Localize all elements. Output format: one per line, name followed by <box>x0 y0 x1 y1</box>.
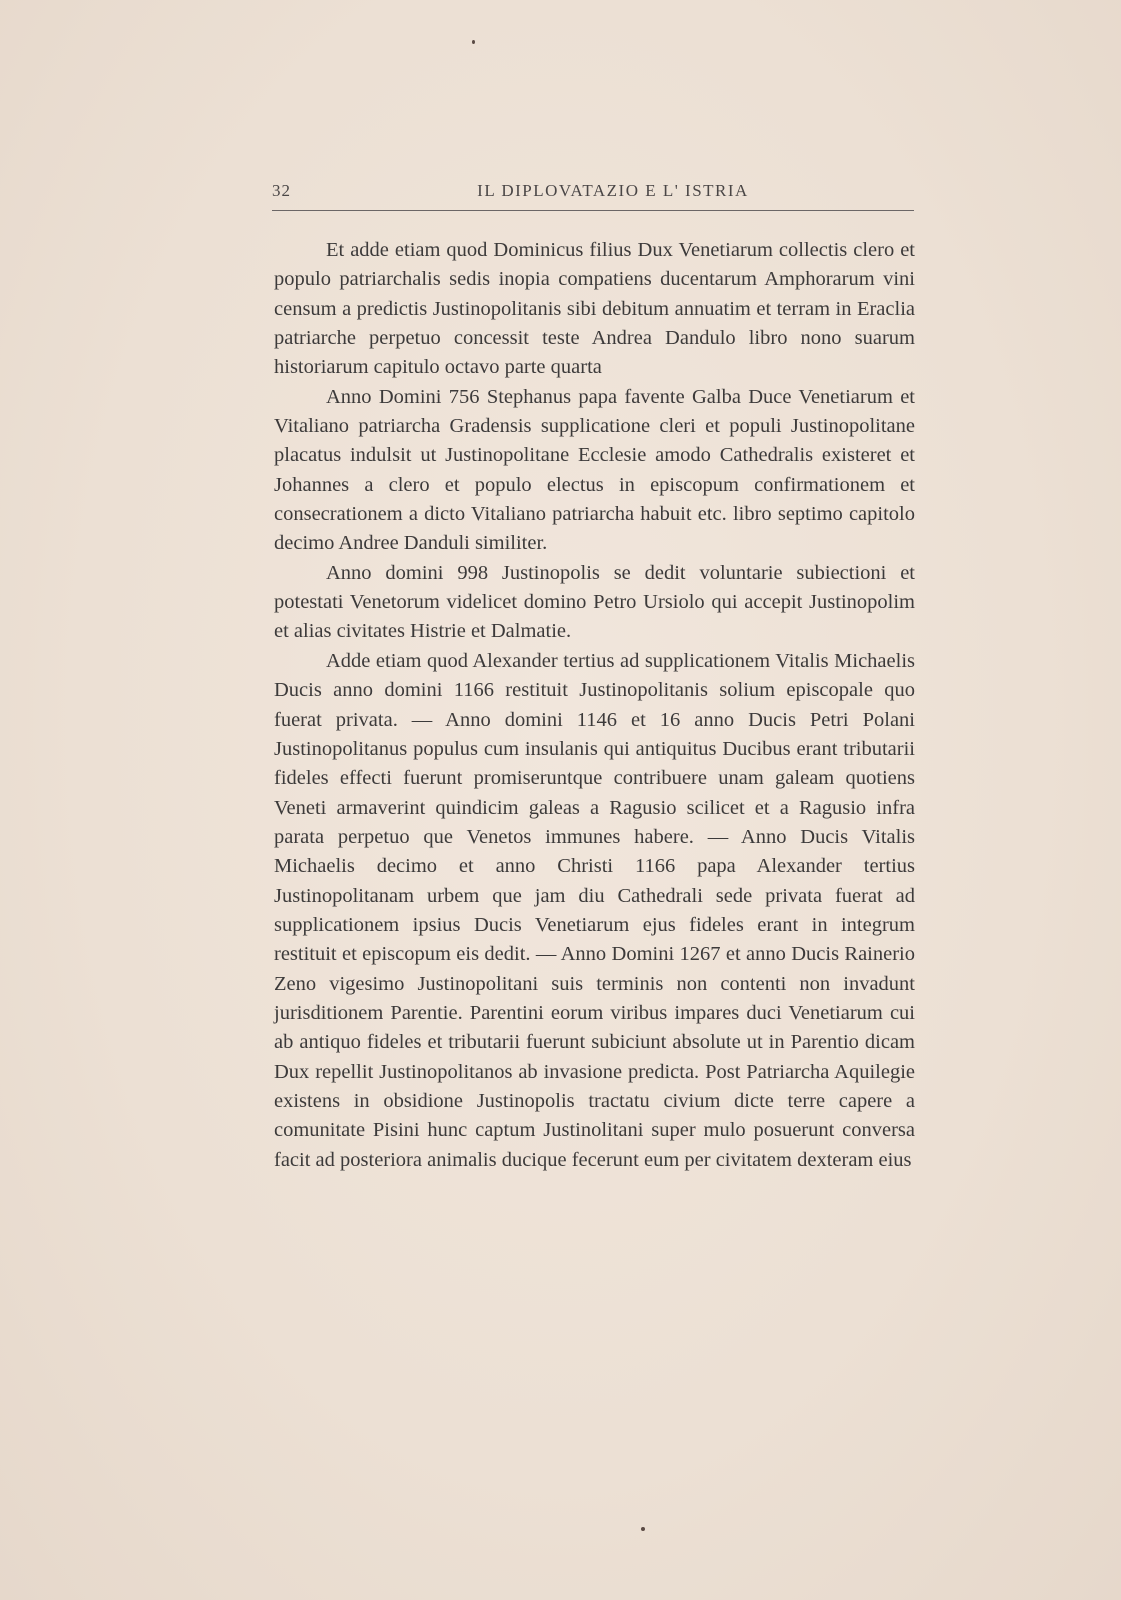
page-header <box>272 181 914 207</box>
page-number: 32 <box>272 181 291 200</box>
running-title: IL DIPLOVATAZIO E L' ISTRIA <box>477 181 749 200</box>
paragraph: Anno Domini 756 Stephanus papa favente Galba Duce Venetiarum et Vitaliano patriarcha Gradensis supplicatione cleri et populi Justinopolitane placatus indulsit ut Justinopolitane Ecclesie amodo Cathedralis existeret et Johannes a clero et populo electus in episcopum confirmationem et consecrationem a dicto Vitaliano patriarcha habuit etc. libro septimo capitolo decimo Andree Danduli similiter. <box>274 385 915 555</box>
paper-speck <box>641 1527 645 1531</box>
paragraph: Adde etiam quod Alexander tertius ad supplicationem Vitalis Michaelis Ducis anno domini 1166 restituit Justinopolitanis solium episcopale quo fuerat privata. — Anno domini 1146 et 16 anno Ducis Petri Polani Justinopolitanus populus cum insulanis qui antiquitus Ducibus erant tributarii fideles effecti fuerunt promiseruntque contribuere unam galeam quotiens Veneti armaverint quindicim galeas a Ragusio scilicet et a Ragusio infra parata perpetuo que Venetos immunes habere. — Anno Ducis Vitalis Michaelis decimo et anno Christi 1166 papa Alexander tertius Justinopolitanam urbem que jam diu Cathedrali sede privata fuerat ad supplicationem ipsius Ducis Venetiarum ejus fideles erant in integrum restituit et episcopum eis dedit. — Anno Domini 1267 et anno Ducis Rainerio Zeno vigesimo Justinopolitani suis terminis non contenti non invadunt jurisditionem Parentie. Parentini eorum viribus impares duci Venetiarum cui ab antiquo fideles et tributarii fuerunt subiciunt absolute ut in Parentio dicam Dux repellit Justinopolitanos ab invasione predicta. Post Patriarcha Aquilegie existens in obsidione Justinopolis tractatu civium dicte terre capere a comunitate Pisini hunc captum Justinolitani super mulo posuerunt conversa facit ad posteriora animalis ducique fecerunt eum per civitatem dexteram eius <box>274 649 915 1171</box>
paragraph: Anno domini 998 Justinopolis se dedit voluntarie subiectioni et potestati Venetorum videlicet domino Petro Ursiolo qui accepit Justinopolim et alias civitates Histrie et Dalmatie. <box>274 561 915 643</box>
paragraph: Et adde etiam quod Dominicus filius Dux Venetiarum collectis clero et populo patriarchalis sedis inopia compatiens ducentarum Amphorarum vini censum a predictis Justinopolitanis sibi debitum annuatim et terram in Eraclia patriarche perpetuo concessit teste Andrea Dandulo libro nono suarum historiarum capitulo octavo parte quarta <box>274 239 915 379</box>
body-text <box>274 236 915 1175</box>
header-rule <box>272 210 914 211</box>
paper-speck <box>472 40 475 44</box>
